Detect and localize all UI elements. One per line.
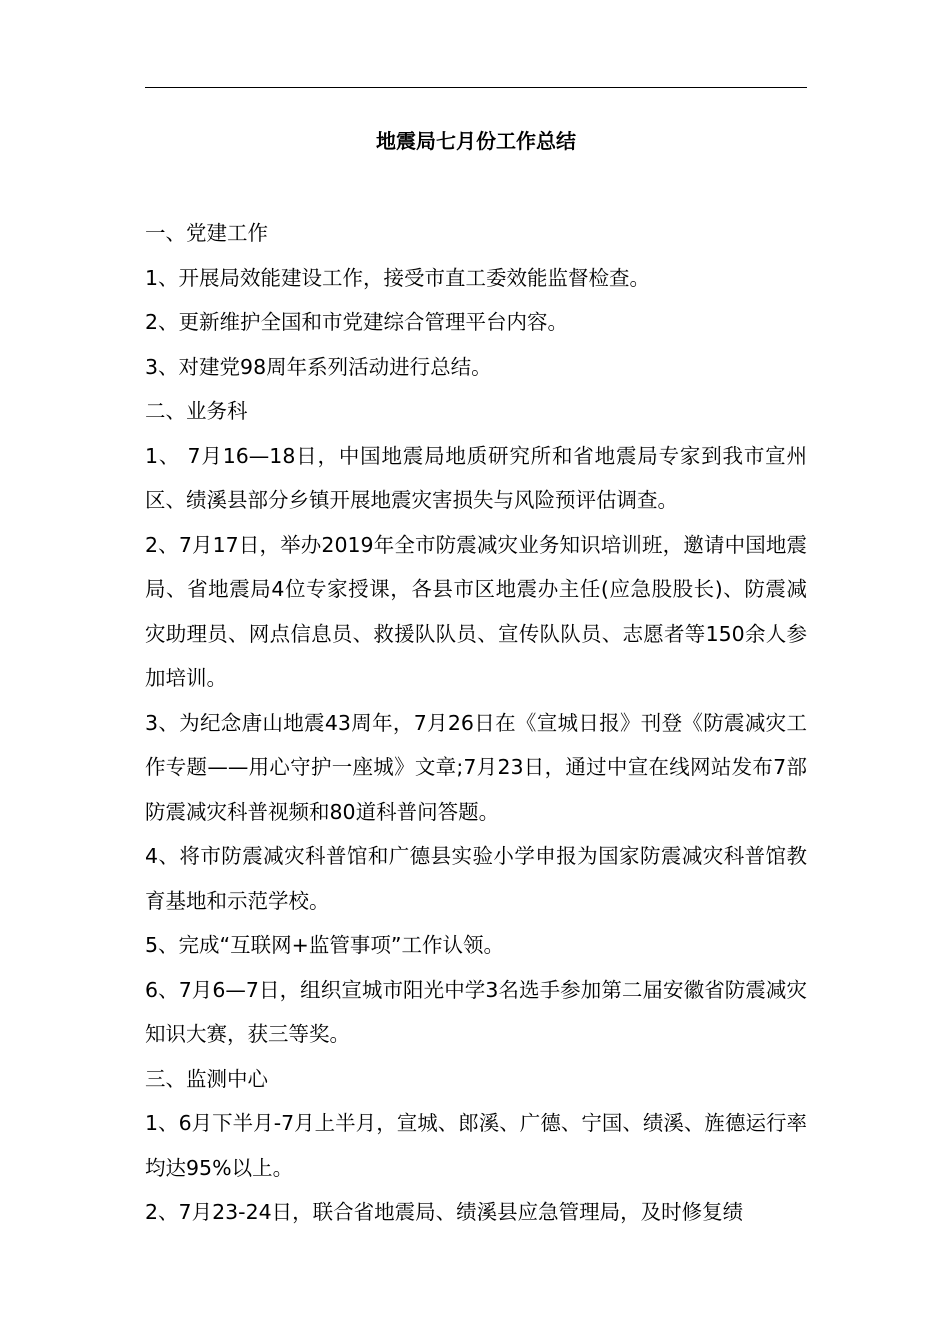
paragraph: 2、7月17日，举办2019年全市防震减灾业务知识培训班，邀请中国地震局、省地震局4位专家授课，各县市区地震办主任(应急股股长)、防震减灾助理员、网点信息员、救援队队员、宣传队队员、志愿者等150余人参加培训。	[145, 532, 807, 690]
paragraph: 3、为纪念唐山地震43周年，7月26日在《宣城日报》刊登《防震减灾工作专题——用心守护一座城》文章;7月23日，通过中宣在线网站发布7部防震减灾科普视频和80道科普问答题。	[145, 710, 807, 824]
paragraph: 6、7月6—7日，组织宣城市阳光中学3名选手参加第二届安徽省防震减灾知识大赛，获三等奖。	[145, 977, 807, 1046]
section-heading-monitoring-center: 三、监测中心	[145, 1066, 268, 1091]
document-title: 地震局七月份工作总结	[376, 129, 576, 153]
section-heading-party-building: 一、党建工作	[145, 221, 268, 245]
paragraph: 1、6月下半月-7月上半月，宣城、郎溪、广德、宁国、绩溪、旌德运行率均达95%以上。	[145, 1111, 807, 1180]
paragraph: 1、开展局效能建设工作，接受市直工委效能监督检查。	[145, 265, 651, 290]
paragraph: 3、对建党98周年系列活动进行总结。	[145, 354, 492, 379]
paragraph: 1、 7月16—18日，中国地震局地质研究所和省地震局专家到我市宣州区、绩溪县部分乡镇开展地震灾害损失与风险预评估调查。	[145, 443, 807, 512]
paragraph: 2、7月23-24日，联合省地震局、绩溪县应急管理局，及时修复绩	[145, 1200, 744, 1224]
header-rule	[145, 87, 807, 88]
section-heading-business-section: 二、业务科	[145, 399, 248, 423]
document-body	[145, 211, 807, 1235]
paragraph: 2、更新维护全国和市党建综合管理平台内容。	[145, 310, 569, 334]
paragraph: 4、将市防震减灾科普馆和广德县实验小学申报为国家防震减灾科普馆教育基地和示范学校。	[145, 844, 807, 913]
paragraph: 5、完成“互联网+监管事项”工作认领。	[145, 933, 504, 957]
